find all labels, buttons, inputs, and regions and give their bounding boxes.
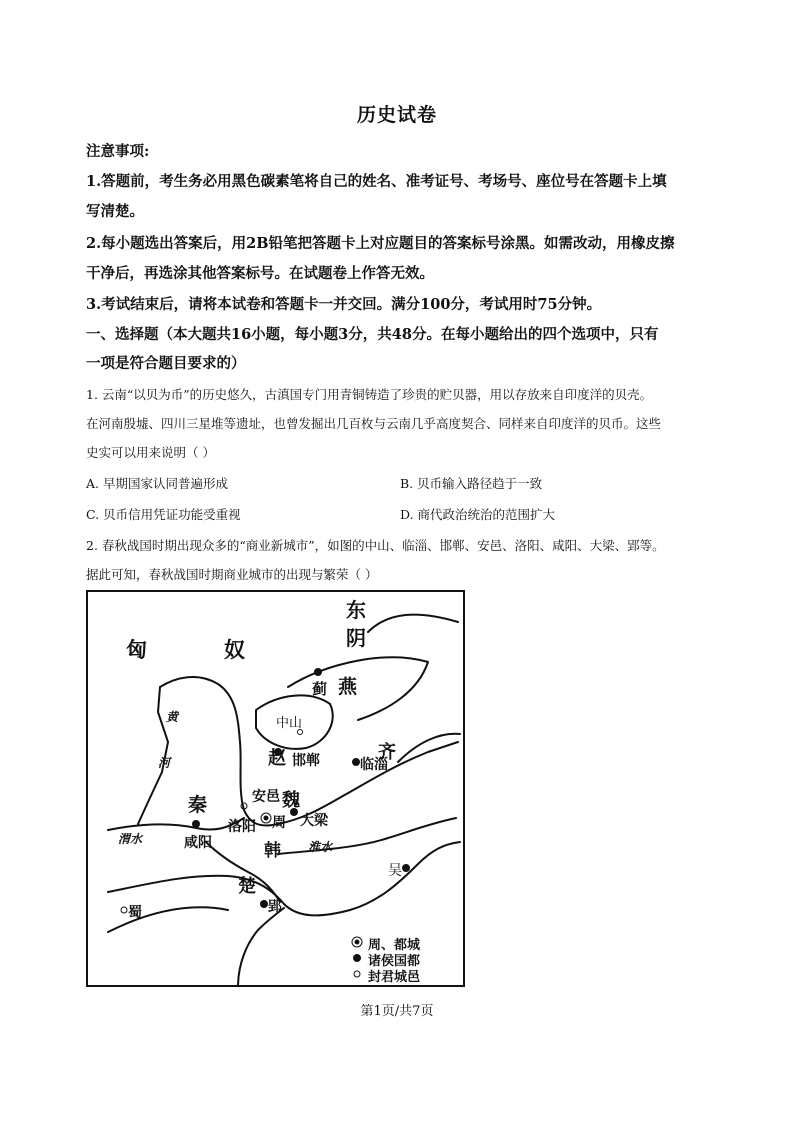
label-huanghe-huang: 黄 bbox=[166, 710, 179, 724]
label-zhou: 周 bbox=[272, 815, 286, 831]
label-linzi: 临淄 bbox=[360, 757, 388, 773]
label-han: 韩 bbox=[264, 841, 281, 861]
label-handan: 邯郸 bbox=[292, 753, 320, 769]
yan-border bbox=[288, 657, 428, 720]
label-wu: 吴 bbox=[388, 863, 402, 879]
legend-state-capital: 诸侯国都 bbox=[368, 954, 421, 969]
label-xianyang: 咸阳 bbox=[184, 835, 212, 851]
option-b[interactable]: B. 贝币输入路径趋于一致 bbox=[400, 476, 543, 491]
ji-marker bbox=[315, 669, 322, 676]
label-anyi: 安邑 bbox=[252, 789, 280, 805]
question-1-text: 在河南殷墟、四川三星堆等遗址，也曾发掘出几百枚与云南几乎高度契合、同样来自印度洋的贝币。这些 bbox=[86, 416, 662, 431]
question-2-text: 据此可知，春秋战国时期商业城市的出现与繁荣（ ） bbox=[86, 567, 378, 582]
question-1-text: 史实可以用来说明（ ） bbox=[86, 445, 215, 460]
note-line: 1.答题前，考生务必用黑色碳素笔将自己的姓名、准考证号、考场号、座位号在答题卡上填 bbox=[86, 173, 667, 190]
note-line: 干净后，再选涂其他答案标号。在试题卷上作答无效。 bbox=[86, 265, 434, 282]
linzi-marker bbox=[353, 759, 360, 766]
question-1-text: 1. 云南“以贝为币”的历史悠久，古滇国专门用青铜铸造了珍贵的贮贝器，用以存放来自印度洋的贝壳。 bbox=[86, 387, 653, 402]
notes-heading: 注意事项: bbox=[86, 143, 150, 160]
xianyang-marker bbox=[193, 821, 200, 828]
label-yan: 燕 bbox=[338, 676, 358, 698]
southern-stream bbox=[238, 908, 284, 987]
option-c[interactable]: C. 贝币信用凭证功能受重视 bbox=[86, 507, 241, 522]
label-yin: 阴 bbox=[346, 626, 366, 650]
label-dong: 东 bbox=[346, 598, 366, 622]
label-zhao: 赵 bbox=[268, 748, 286, 769]
note-line: 写清楚。 bbox=[86, 203, 144, 220]
page-footer: 第1页/共7页 bbox=[360, 1004, 434, 1019]
option-d[interactable]: D. 商代政治统治的范围扩大 bbox=[400, 507, 556, 522]
dong-border bbox=[368, 615, 458, 632]
legend-fief-marker bbox=[354, 971, 360, 977]
label-wei: 魏 bbox=[282, 790, 300, 811]
label-weishui: 渭水 bbox=[118, 832, 143, 846]
legend-fief: 封君城邑 bbox=[368, 970, 421, 985]
label-chu: 楚 bbox=[238, 876, 256, 897]
label-daliang: 大梁 bbox=[300, 813, 328, 829]
legend-capital: 周、都城 bbox=[368, 938, 421, 953]
warring-states-map bbox=[86, 590, 465, 987]
legend-state-marker bbox=[354, 955, 361, 962]
west-region bbox=[108, 907, 228, 932]
question-2-text: 2. 春秋战国时期出现众多的“商业新城市”，如图的中山、临淄、邯郸、安邑、洛阳、咸阳、大梁、郢等。 bbox=[86, 538, 665, 553]
label-qin: 秦 bbox=[188, 794, 208, 816]
wei-river bbox=[108, 818, 244, 830]
qi-coast bbox=[398, 734, 460, 762]
wu-marker bbox=[403, 865, 410, 872]
page-title: 历史试卷 bbox=[356, 104, 437, 126]
label-qi: 齐 bbox=[378, 742, 396, 763]
section-heading: 一、选择题（本大题共16小题，每小题3分，共48分。在每小题给出的四个选项中，只有 bbox=[86, 326, 659, 343]
note-line: 2.每小题选出答案后，用2B铅笔把答题卡上对应题目的答案标号涂黑。如需改动，用橡皮擦 bbox=[86, 235, 675, 252]
label-luoyang: 洛阳 bbox=[228, 819, 256, 835]
label-ying: 郢 bbox=[268, 899, 282, 915]
label-nu: 奴 bbox=[224, 638, 245, 662]
shu-marker bbox=[121, 907, 127, 913]
label-shu: 蜀 bbox=[128, 905, 142, 921]
label-huanghe-he: 河 bbox=[158, 756, 171, 770]
label-xiong: 匈 bbox=[126, 638, 147, 662]
label-zhongshan: 中山 bbox=[276, 716, 303, 731]
ying-marker bbox=[261, 901, 268, 908]
label-ji: 蓟 bbox=[312, 680, 328, 698]
note-line: 3.考试结束后，请将本试卷和答题卡一并交回。满分100分，考试用时75分钟。 bbox=[86, 296, 602, 313]
label-huaishui: 淮水 bbox=[308, 840, 333, 854]
option-a[interactable]: A. 早期国家认同普遍形成 bbox=[86, 476, 228, 491]
section-heading: 一项是符合题目要求的） bbox=[86, 355, 246, 372]
